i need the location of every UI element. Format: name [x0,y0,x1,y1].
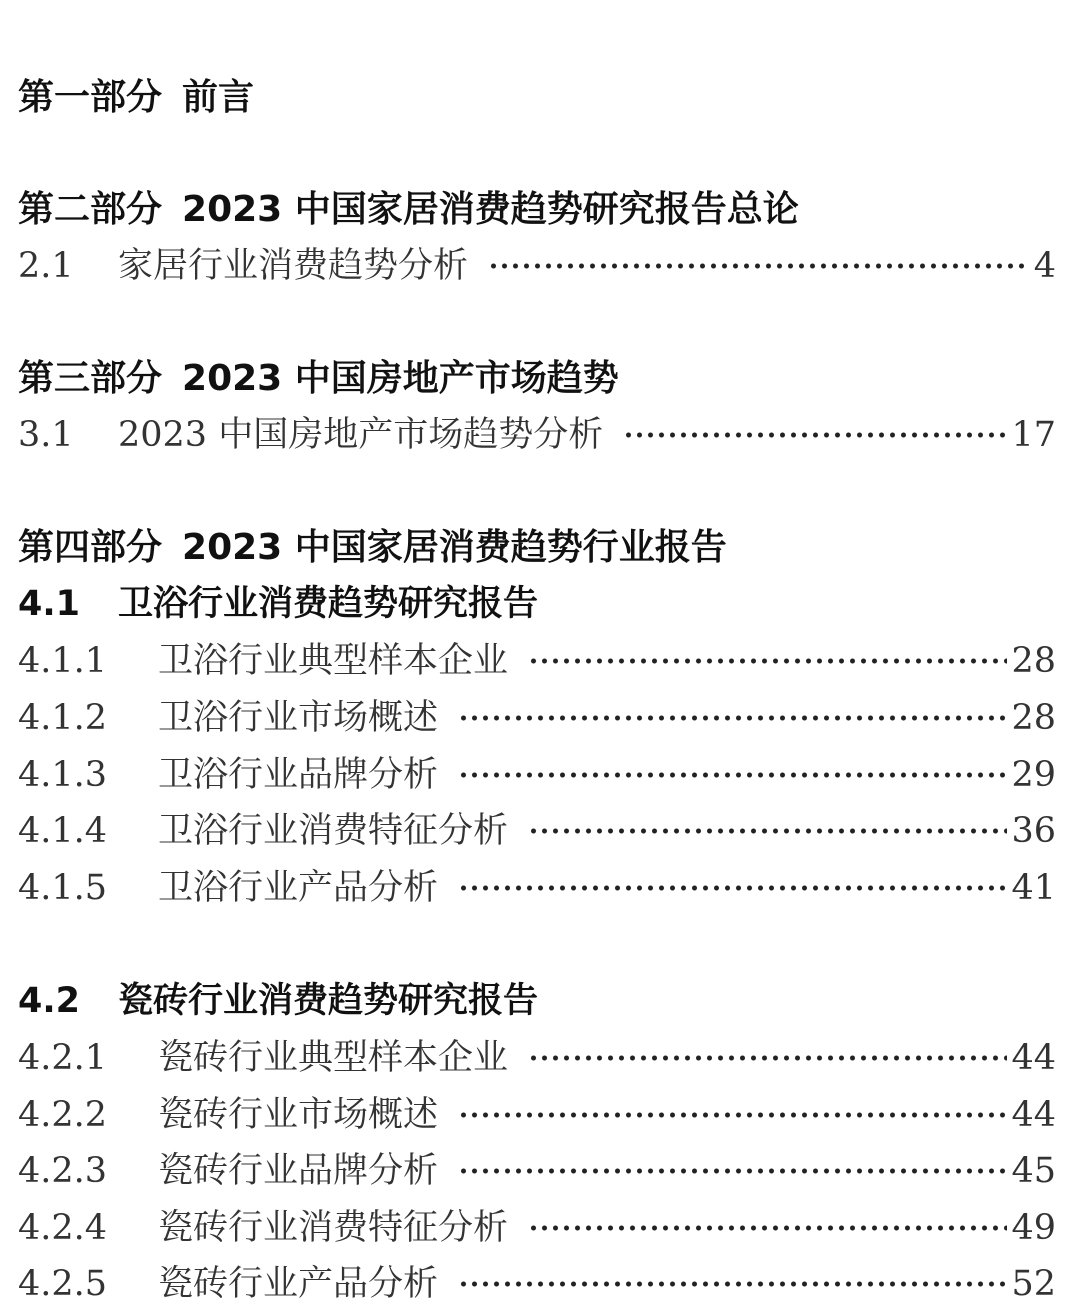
dot-leader [458,885,1007,891]
page-number: 4 [1033,246,1056,286]
dot-leader [488,263,1030,269]
entry-title: 瓷砖行业品牌分析 [158,1151,439,1191]
entry-title: 卫浴行业产品分析 [158,868,439,908]
dot-leader [458,772,1007,778]
dot-leader [458,715,1007,721]
page-number: 28 [1011,698,1056,738]
section-number: 4.1 [18,584,81,624]
toc-entry[interactable] [18,809,1056,853]
entry-number: 3.1 [18,415,74,455]
dot-leader [458,1281,1007,1287]
entry-title: 卫浴行业典型样本企业 [158,641,509,681]
toc-entry[interactable] [18,639,1056,683]
dot-leader [623,432,1007,438]
part-label: 第三部分 [18,358,163,399]
toc-entry[interactable] [18,1093,1056,1137]
page-number: 49 [1011,1208,1056,1248]
toc-entry[interactable] [18,1149,1056,1193]
dot-leader [528,828,1007,834]
section-title: 卫浴行业消费趋势研究报告 [118,584,539,624]
part-label: 第二部分 [18,189,163,230]
entry-title: 卫浴行业品牌分析 [158,755,439,795]
part-label: 第四部分 [18,527,163,568]
toc-entry[interactable] [18,1206,1056,1250]
toc-entry[interactable] [18,866,1056,910]
toc-entry[interactable] [18,413,1056,457]
part-heading [18,188,799,232]
entry-number: 4.1.5 [18,868,108,908]
entry-title: 卫浴行业消费特征分析 [158,811,509,851]
page-number: 44 [1011,1038,1056,1078]
part-title: 前言 [182,77,255,118]
entry-number: 4.2.5 [18,1264,108,1304]
part-heading [18,357,619,401]
entry-number: 4.1.4 [18,811,108,851]
entry-title: 瓷砖行业市场概述 [158,1095,439,1135]
part-heading [18,76,254,120]
entry-number: 4.1.2 [18,698,108,738]
page-number: 52 [1011,1264,1056,1304]
entry-title: 卫浴行业市场概述 [158,698,439,738]
part-title: 2023 中国家居消费趋势研究报告总论 [182,189,799,230]
part-title: 2023 中国家居消费趋势行业报告 [182,527,727,568]
dot-leader [528,1055,1007,1061]
toc-entry[interactable] [18,696,1056,740]
part-title: 2023 中国房地产市场趋势 [182,358,619,399]
page-number: 29 [1011,755,1056,795]
page-number: 28 [1011,641,1056,681]
dot-leader [528,658,1007,664]
page-number: 36 [1011,811,1056,851]
toc-entry[interactable] [18,244,1056,288]
entry-title: 家居行业消费趋势分析 [118,246,469,286]
entry-number: 4.2.4 [18,1208,108,1248]
toc-entry[interactable] [18,1262,1056,1306]
section-title: 瓷砖行业消费趋势研究报告 [118,981,539,1021]
entry-number: 4.1.3 [18,755,108,795]
page-number: 45 [1011,1151,1056,1191]
entry-number: 4.2.3 [18,1151,108,1191]
page-number: 41 [1011,868,1056,908]
section-heading [18,979,538,1023]
entry-title: 2023 中国房地产市场趋势分析 [118,415,604,455]
dot-leader [528,1225,1007,1231]
dot-leader [458,1168,1007,1174]
toc-entry[interactable] [18,1036,1056,1080]
entry-title: 瓷砖行业产品分析 [158,1264,439,1304]
dot-leader [458,1112,1007,1118]
section-heading [18,582,538,626]
entry-number: 4.1.1 [18,641,108,681]
section-number: 4.2 [18,981,81,1021]
toc-entry[interactable] [18,753,1056,797]
entry-title: 瓷砖行业典型样本企业 [158,1038,509,1078]
part-heading [18,526,727,570]
part-label: 第一部分 [18,77,163,118]
page-number: 17 [1011,415,1056,455]
entry-number: 4.2.2 [18,1095,108,1135]
page-number: 44 [1011,1095,1056,1135]
entry-title: 瓷砖行业消费特征分析 [158,1208,509,1248]
entry-number: 4.2.1 [18,1038,108,1078]
entry-number: 2.1 [18,246,74,286]
